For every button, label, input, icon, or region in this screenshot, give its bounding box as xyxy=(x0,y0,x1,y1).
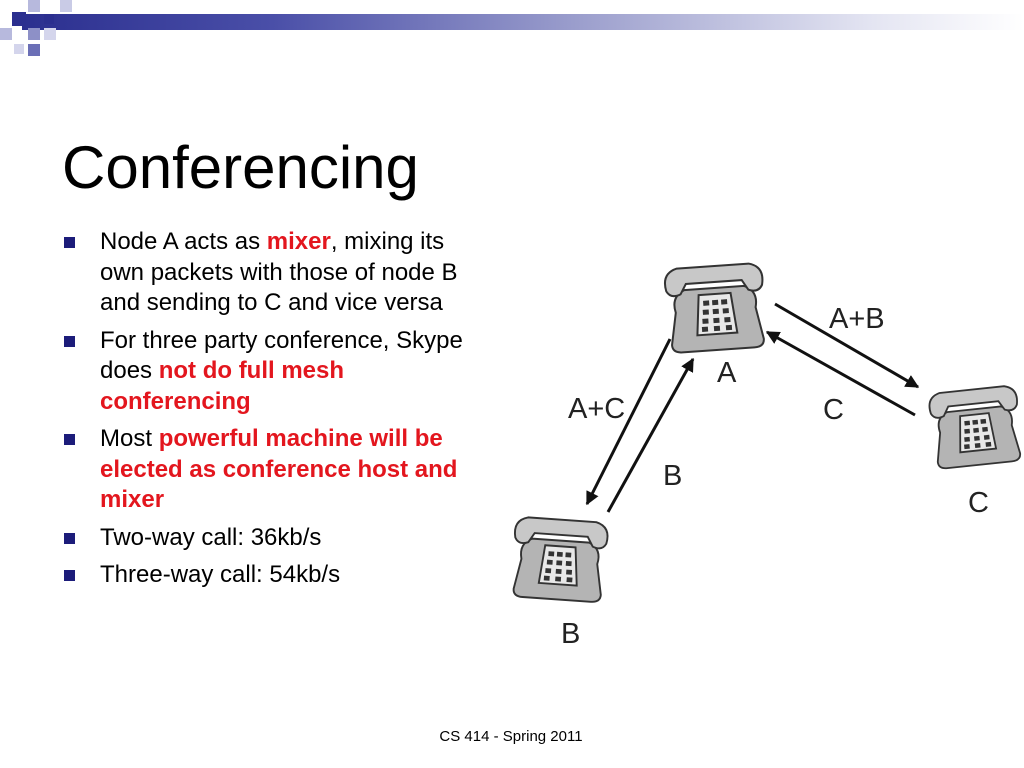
conference-diagram xyxy=(505,232,1024,672)
bullet-text: Two-way call: 36kb/s xyxy=(100,523,322,551)
square-bullet-icon xyxy=(64,570,75,581)
telephone-icon xyxy=(510,517,608,603)
highlight-text: mixer xyxy=(266,228,331,255)
flow-label-a-plus-b: A+B xyxy=(829,303,885,335)
telephone-icon xyxy=(928,385,1023,469)
decor-square xyxy=(28,0,40,12)
bullet-text: Most xyxy=(100,425,159,452)
bullet-item xyxy=(62,424,492,516)
decor-square xyxy=(44,14,54,24)
decor-square xyxy=(28,44,40,56)
bullet-item xyxy=(62,227,492,319)
square-bullet-icon xyxy=(64,533,75,544)
bullet-item xyxy=(62,326,492,418)
decor-square xyxy=(0,28,12,40)
decor-square xyxy=(12,12,26,26)
flow-label-a-plus-c: A+C xyxy=(568,393,626,425)
highlight-text: powerful machine will be elected as conference host and mixer xyxy=(100,425,458,513)
decor-square xyxy=(14,44,24,54)
highlight-text: not do full mesh conferencing xyxy=(100,357,345,415)
bullet-item xyxy=(62,560,492,591)
decor-square xyxy=(44,28,56,40)
telephone-icon xyxy=(664,263,767,354)
square-bullet-icon xyxy=(64,434,75,445)
node-label-b: B xyxy=(561,618,581,650)
node-label-a: A xyxy=(717,357,737,389)
bullet-item xyxy=(62,523,492,554)
bullet-list xyxy=(62,227,492,598)
bullet-text: Node A acts as xyxy=(100,228,267,255)
slide-footer xyxy=(0,727,1024,747)
bullet-text: For three party conference, Skype does xyxy=(100,326,463,384)
square-bullet-icon xyxy=(64,237,75,248)
footer-text: CS 414 - Spring 2011 xyxy=(439,728,583,745)
bullet-text: , mixing its own packets with those of node B and sending to C and vice versa xyxy=(100,228,458,316)
decor-square xyxy=(28,28,40,40)
slide-title: Conferencing xyxy=(62,134,419,202)
top-decoration xyxy=(0,0,1024,70)
node-label-c: C xyxy=(968,487,989,519)
flow-label-b: B xyxy=(663,460,683,492)
header-band xyxy=(22,14,1024,30)
decor-square xyxy=(60,0,72,12)
bullet-text: Three-way call: 54kb/s xyxy=(100,561,341,588)
flow-label-c: C xyxy=(823,394,844,426)
square-bullet-icon xyxy=(64,336,75,347)
